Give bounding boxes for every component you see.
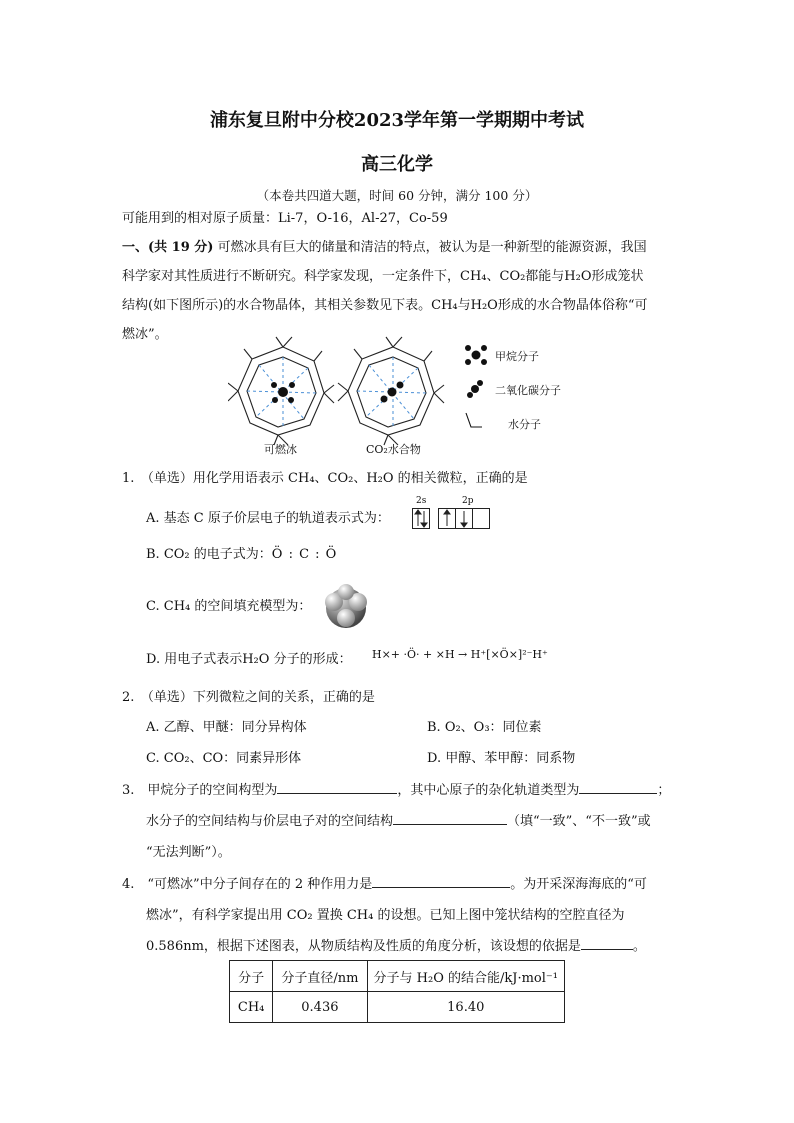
q3-blank-consistency[interactable] (393, 810, 507, 825)
table-header-molecule: 分子 (230, 961, 273, 992)
q1-option-b-text: B. CO₂ 的电子式为： (146, 547, 272, 562)
q3-text-c: ； (657, 783, 671, 798)
q1-stem: 1. （单选）用化学用语表示 CH₄、CO₂、H₂O 的相关微粒，正确的是 (122, 471, 528, 486)
exam-note: （本卷共四道大题，时间 60 分钟，满分 100 分） (256, 188, 538, 203)
q4-line2: 燃冰”，有科学家提出用 CO₂ 置换 CH₄ 的设想。已知上图中笼状结构的空腔直径为 (146, 908, 625, 923)
legend-methane-label: 甲烷分子 (495, 350, 539, 363)
q4-blank-forces[interactable] (372, 873, 510, 888)
q1-option-a: A. 基态 C 原子价层电子的轨道表示式为： (146, 511, 390, 526)
q3-blank-shape[interactable] (277, 779, 397, 794)
legend-water-icon (466, 413, 482, 427)
q3-line1 (122, 776, 670, 805)
q1-option-c: C. CH₄ 的空间填充模型为： (146, 599, 312, 614)
legend-water-label: 水分子 (508, 418, 541, 431)
orbital-2p-label: 2p (462, 496, 474, 506)
co2-lewis-formula: Ö : C : Ö (271, 547, 338, 562)
q3-text-d: 水分子的空间结构与价层电子对的空间结构 (146, 814, 394, 829)
orbital-boxes (412, 508, 498, 530)
q3-blank-hybridization[interactable] (579, 779, 657, 794)
exam-subtitle: 高三化学 (361, 154, 433, 175)
section1-intro-line3: 结构(如下图所示)的水合物晶体，其相关参数见下表。CH₄与H₂O形成的水合物晶体俗称“可 (122, 298, 648, 313)
q4-text-b: 。为开采深海海底的“可 (510, 877, 647, 892)
section1-intro-line1 (122, 233, 647, 262)
q2-option-b: B. O₂、O₃：同位素 (427, 720, 542, 735)
q2-stem: 2. （单选）下列微粒之间的关系，正确的是 (122, 690, 375, 705)
q3-text-e: （填“一致”、“不一致”或 (507, 814, 651, 829)
table-cell-binding-energy: 16.40 (367, 992, 564, 1023)
molecule-data-table (229, 960, 565, 1023)
legend-co2-icon (467, 380, 483, 398)
q4-text-c: 0.586nm，根据下述图表，从物质结构及性质的角度分析，该设想的依据是 (146, 939, 581, 954)
q4-line1 (122, 870, 647, 899)
methane-space-filling-model (318, 582, 374, 638)
orbital-2s-label: 2s (416, 496, 427, 506)
table-cell-diameter: 0.436 (273, 992, 367, 1023)
table-cell-molecule: CH₄ (230, 992, 273, 1023)
q4-line3 (146, 932, 646, 961)
methane-model-svg (318, 582, 374, 634)
q2-option-a: A. 乙醇、甲醚：同分异构体 (146, 720, 307, 735)
q1-option-d: D. 用电子式表示H₂O 分子的形成： (146, 652, 352, 667)
legend-methane-icon (465, 345, 487, 365)
legend-co2-label: 二氧化碳分子 (495, 384, 561, 397)
q2-option-c: C. CO₂、CO：同素异形体 (146, 751, 302, 766)
caption-methane-hydrate: 可燃冰 (264, 443, 297, 456)
q4-text-d: 。 (632, 939, 646, 954)
table-header-binding-energy: 分子与 H₂O 的结合能/kJ·mol⁻¹ (367, 961, 564, 992)
section1-heading: 一、(共 19 分) (122, 240, 214, 255)
q3-text-b: ，其中心原子的杂化轨道类型为 (397, 783, 580, 798)
table-header-diameter: 分子直径/nm (273, 961, 367, 992)
section1-intro-line2: 科学家对其性质进行不断研究。科学家发现，一定条件下，CH₄、CO₂都能与H₂O形成笼状 (122, 269, 644, 284)
q3-line2 (146, 807, 651, 836)
atomic-masses: 可能用到的相对原子质量：Li-7，O-16，Al-27，Co-59 (122, 211, 448, 226)
q2-option-d: D. 甲醇、苯甲醇：同系物 (427, 751, 576, 766)
section1-intro-line4: 燃冰”。 (122, 327, 168, 342)
caption-co2-hydrate: CO₂水合物 (366, 443, 421, 456)
q3-line3: “无法判断”）。 (146, 845, 231, 860)
water-formation-formula: H×+ ·Ö· + ×H → H⁺[×Ö×]²⁻H⁺ (372, 648, 548, 661)
q1-option-b (146, 540, 337, 569)
q4-blank-basis[interactable] (581, 935, 633, 950)
exam-title: 浦东复旦附中分校2023学年第一学期期中考试 (209, 110, 585, 131)
table-row (230, 992, 565, 1023)
table-header-row (230, 961, 565, 992)
q4-text-a: 4. “可燃冰”中分子间存在的 2 种作用力是 (122, 877, 373, 892)
q3-text-a: 3. 甲烷分子的空间构型为 (122, 783, 278, 798)
section1-intro-text1: 可燃冰具有巨大的储量和清洁的特点，被认为是一种新型的能源资源，我国 (217, 240, 647, 255)
